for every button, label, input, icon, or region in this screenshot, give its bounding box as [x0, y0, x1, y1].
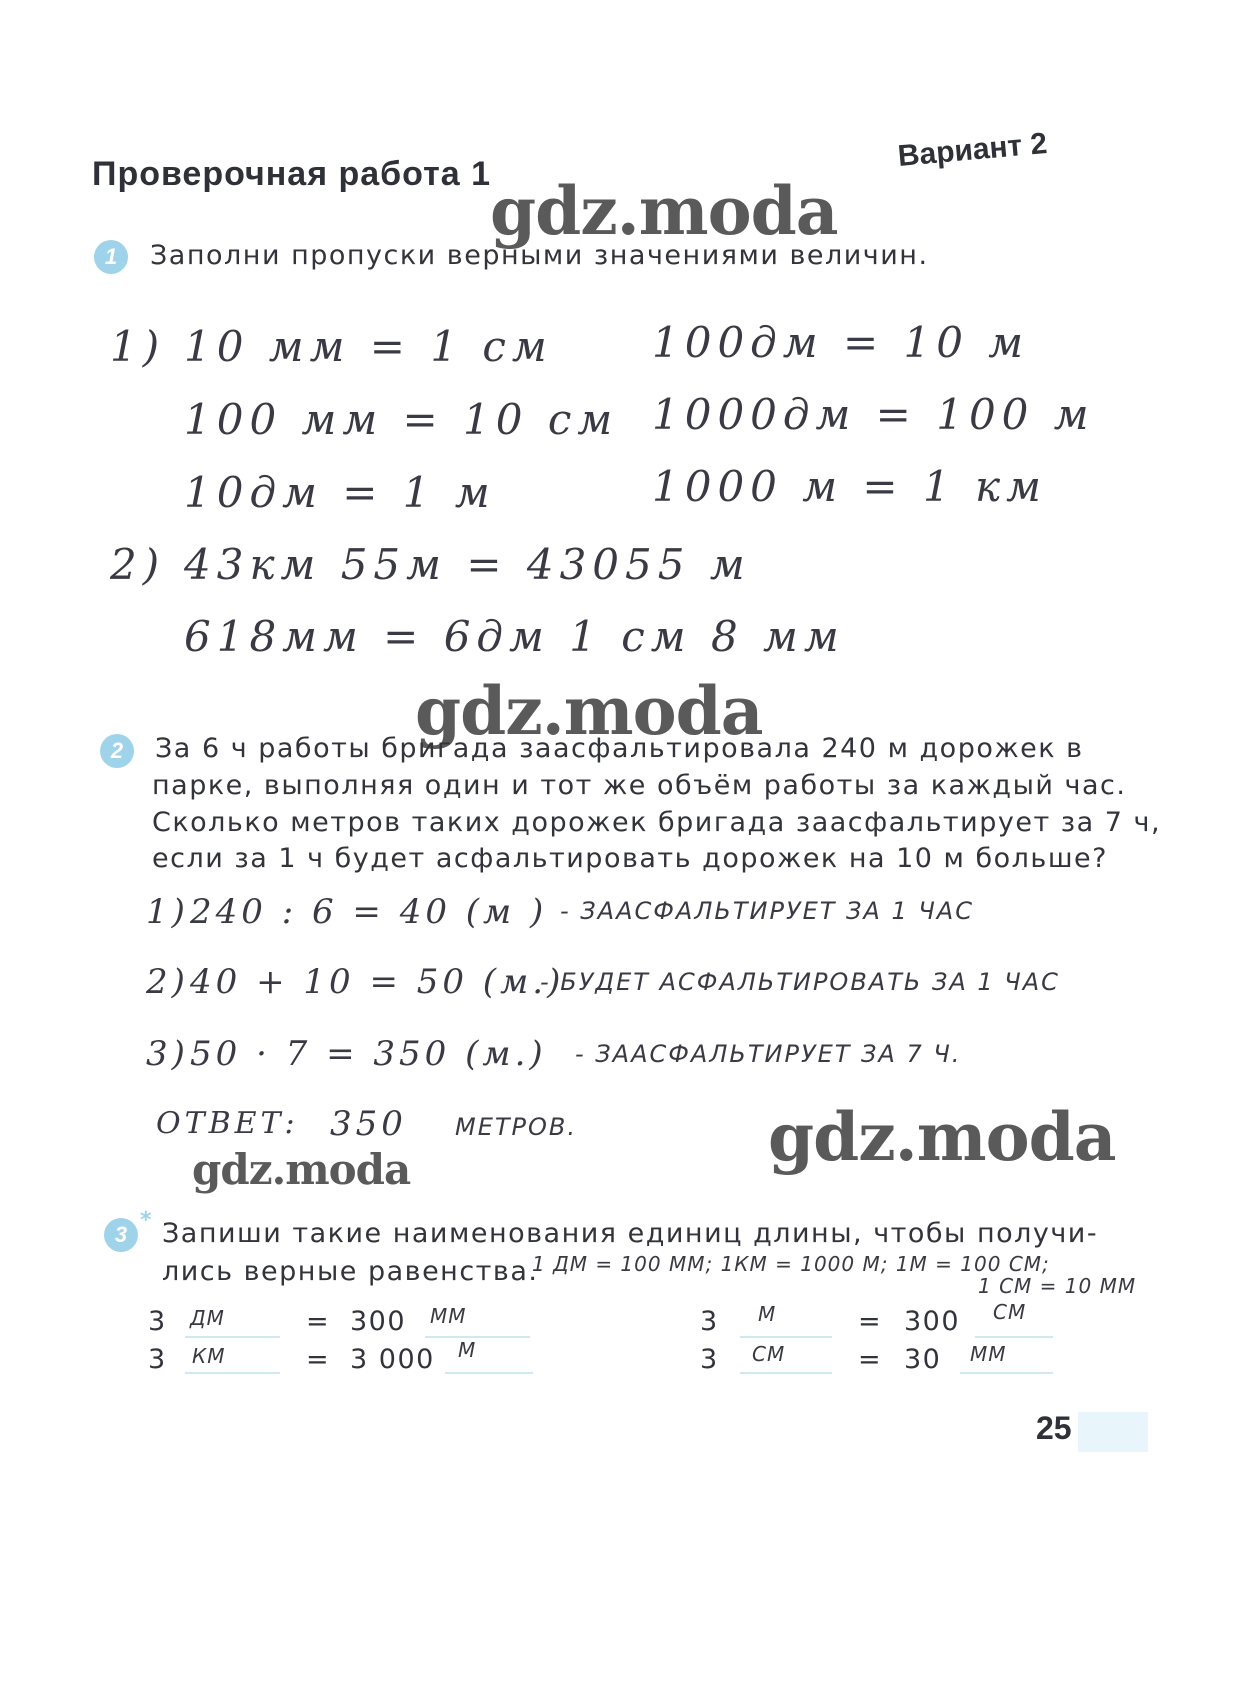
handwritten-equation: 10 мм = 1 см: [184, 322, 553, 371]
equality-number: 300: [904, 1306, 961, 1337]
handwritten-equation: 618мм = 6дм 1 см 8 мм: [184, 612, 845, 661]
watermark: gdz.moda: [490, 172, 838, 250]
solution-step-expression: 240 : 6 = 40 (м ): [190, 892, 548, 932]
filled-unit: ММ: [970, 1342, 1007, 1366]
solution-step-expression: 40 + 10 = 50 (м.): [190, 962, 565, 1002]
part-label: 1): [110, 322, 166, 371]
filled-unit: КМ: [192, 1344, 226, 1368]
handwritten-equation: 1000 м = 1 км: [652, 462, 1047, 511]
equality-number: 300: [350, 1306, 407, 1337]
part-label: 2): [110, 540, 166, 589]
solution-step-label: 2): [146, 962, 189, 1002]
solution-step-label: 1): [146, 892, 189, 932]
handwritten-equation: 10дм = 1 м: [184, 468, 496, 517]
handwritten-equation: 100дм = 10 м: [652, 318, 1030, 367]
task-text-line: Сколько метров таких дорожек бригада заасфальтирует за 7 ч,: [152, 807, 1162, 838]
task-star-mark: *: [140, 1208, 152, 1233]
task-number-badge: 1: [94, 240, 128, 274]
watermark: gdz.moda: [768, 1098, 1116, 1176]
task-text-line: Запиши такие наименования единиц длины, чтобы получи-: [162, 1218, 1099, 1249]
handwritten-equation: 1000дм = 100 м: [652, 390, 1095, 439]
task-text-line: парке, выполняя один и тот же объём работы за каждый час.: [152, 770, 1127, 801]
handwritten-hints: 1 СМ = 10 ММ: [978, 1274, 1137, 1298]
answer-line: [975, 1336, 1053, 1338]
answer-label: ОТВЕТ:: [156, 1106, 299, 1141]
equals-sign: =: [858, 1344, 883, 1375]
equality-number: 3 000: [350, 1344, 435, 1375]
task-number-badge: 2: [100, 734, 134, 768]
page-number-background: [1078, 1412, 1148, 1452]
answer-line: [445, 1372, 533, 1374]
equality-number: 30: [904, 1344, 942, 1375]
answer-unit: МЕТРОВ.: [455, 1113, 577, 1141]
equals-sign: =: [306, 1306, 331, 1337]
equality-number: 3: [148, 1306, 167, 1337]
page-number: 25: [1036, 1410, 1072, 1446]
equality-number: 3: [700, 1306, 719, 1337]
page-title: Проверочная работа 1: [92, 155, 492, 193]
answer-line: [185, 1372, 280, 1374]
solution-step-note: - ЗААСФАЛЬТИРУЕТ ЗА 1 ЧАС: [560, 897, 974, 925]
solution-step-expression: 50 · 7 = 350 (м.): [190, 1034, 547, 1074]
answer-line: [740, 1372, 832, 1374]
equals-sign: =: [306, 1344, 331, 1375]
watermark: gdz.moda: [415, 672, 763, 750]
task-text-line: За 6 ч работы бригада заасфальтировала 240 м дорожек в: [155, 733, 1084, 764]
answer-line: [425, 1336, 530, 1338]
answer-line: [740, 1336, 832, 1338]
watermark: gdz.moda: [192, 1145, 411, 1194]
filled-unit: ДМ: [190, 1306, 225, 1330]
solution-step-label: 3): [146, 1034, 189, 1074]
filled-unit: СМ: [752, 1342, 786, 1366]
filled-unit: М: [758, 1302, 777, 1326]
task-text-line: если за 1 ч будет асфальтировать дорожек на 10 м больше?: [152, 843, 1108, 874]
task-prompt: Заполни пропуски верными значениями величин.: [150, 240, 929, 271]
equality-number: 3: [148, 1344, 167, 1375]
answer-line: [960, 1372, 1053, 1374]
answer-line: [185, 1336, 280, 1338]
solution-step-note: - БУДЕТ АСФАЛЬТИРОВАТЬ ЗА 1 ЧАС: [540, 968, 1060, 996]
answer-value: 350: [330, 1104, 407, 1144]
solution-step-note: - ЗААСФАЛЬТИРУЕТ ЗА 7 Ч.: [575, 1040, 962, 1068]
task-text-line: лись верные равенства.: [162, 1256, 539, 1287]
filled-unit: ММ: [430, 1304, 467, 1328]
handwritten-hints: 1 ДМ = 100 ММ; 1КМ = 1000 М; 1М = 100 СМ;: [532, 1252, 1050, 1276]
handwritten-equation: 100 мм = 10 см: [184, 395, 619, 444]
filled-unit: М: [458, 1338, 477, 1362]
equals-sign: =: [858, 1306, 883, 1337]
filled-unit: СМ: [993, 1300, 1027, 1324]
equality-number: 3: [700, 1344, 719, 1375]
handwritten-equation: 43км 55м = 43055 м: [184, 540, 751, 589]
task-number-badge: 3: [104, 1218, 138, 1252]
variant-label: Вариант 2: [896, 127, 1049, 173]
